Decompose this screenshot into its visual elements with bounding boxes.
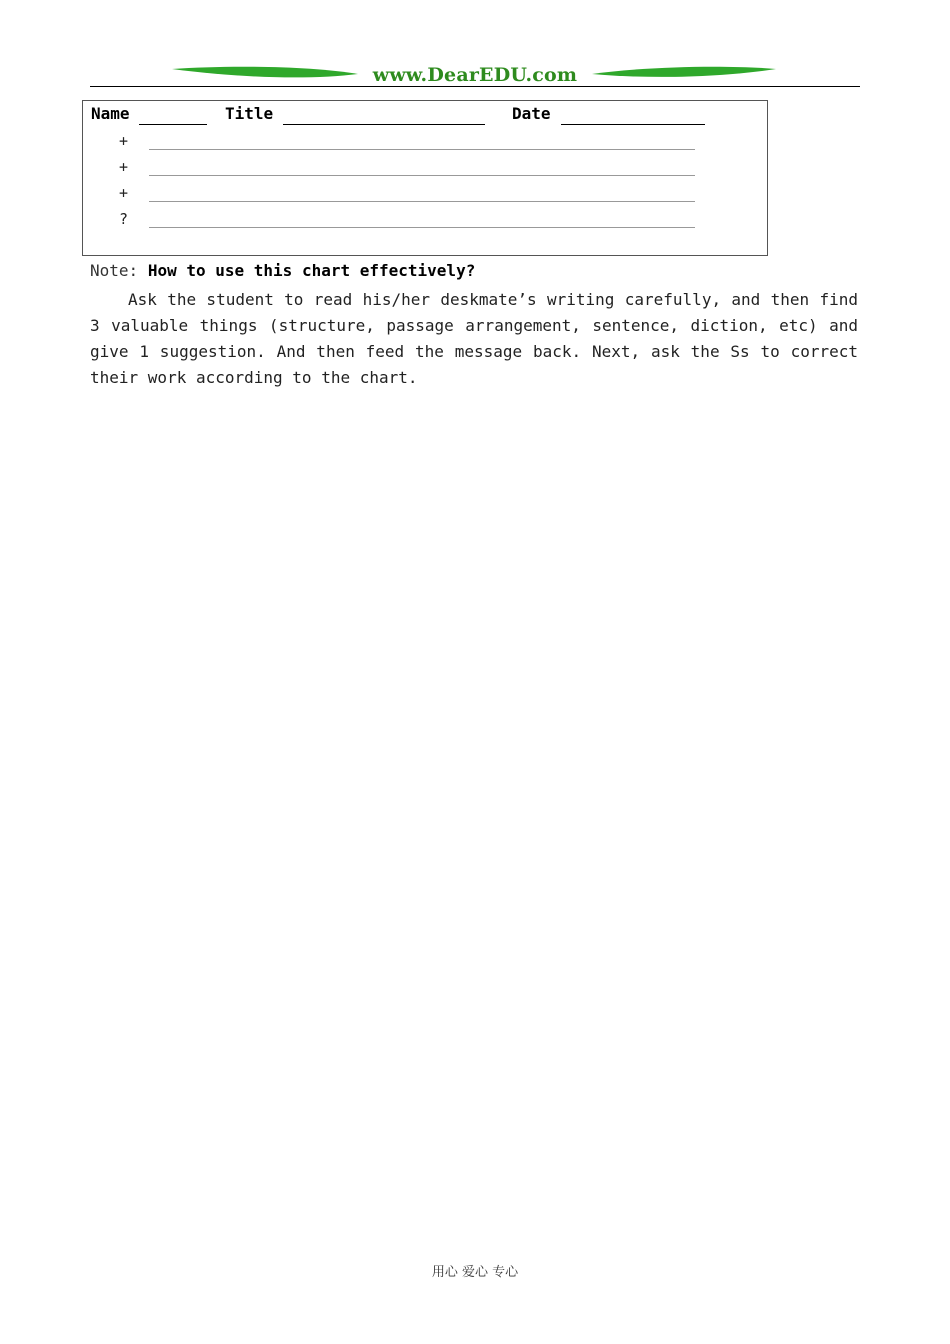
plus-mark: +	[119, 158, 129, 176]
note-paragraph: Ask the student to read his/her deskmate’s writing carefully, and then find 3 valuable things (structure, passage arrangement, sentence, diction, etc) and give 1 suggestion. And then feed the message back. Next, ask the Ss to correct their work according to the chart.	[90, 290, 858, 387]
page-footer: 用心 爱心 专心	[431, 1265, 519, 1280]
question-mark: ?	[119, 210, 129, 228]
note-label: Note:	[90, 261, 139, 280]
date-blank	[561, 124, 705, 125]
title-blank	[283, 124, 485, 125]
name-label: Name	[91, 104, 130, 123]
site-logo-text: www.DearEDU.com	[372, 64, 578, 86]
answer-line	[149, 227, 695, 228]
header-rule	[90, 86, 860, 87]
name-blank	[139, 124, 207, 125]
plus-mark: +	[119, 184, 129, 202]
answer-line	[149, 201, 695, 202]
date-label: Date	[512, 104, 551, 123]
note-line	[90, 261, 475, 280]
answer-line	[149, 175, 695, 176]
plus-mark: +	[119, 132, 129, 150]
note-question: How to use this chart effectively?	[147, 261, 476, 280]
title-label: Title	[225, 104, 274, 123]
page-header	[90, 62, 860, 90]
answer-line	[149, 149, 695, 150]
peer-review-chart	[82, 100, 768, 256]
